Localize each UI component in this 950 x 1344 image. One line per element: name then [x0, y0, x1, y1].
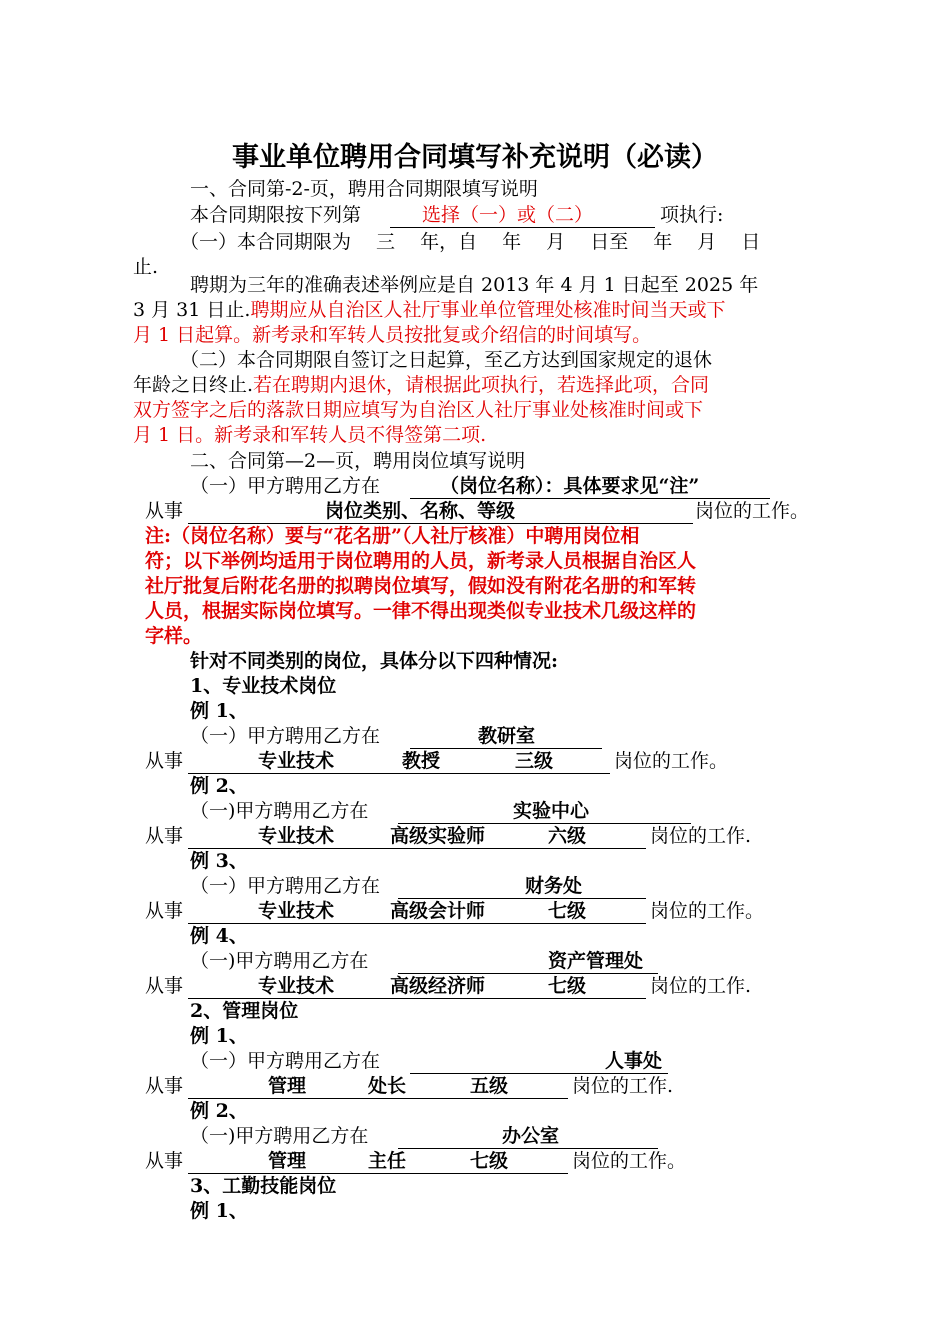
example-from-label: 从事: [145, 900, 184, 922]
term-select-label: 本合同期限按下列第: [190, 204, 362, 226]
dept-value: 人事处: [605, 1050, 663, 1072]
post-level-value: 七级: [548, 900, 587, 922]
post-level-value: 七级: [548, 975, 587, 997]
example-from-label: 从事: [145, 1150, 184, 1172]
post-line1-label: （一）甲方聘用乙方在: [190, 475, 381, 497]
term-select-suffix: 项执行:: [660, 204, 724, 226]
post-title-value: 高级实验师: [390, 825, 486, 847]
post-type-value: 管理: [268, 1150, 307, 1172]
example-label: 例 2、: [190, 775, 248, 797]
dept-value: 教研室: [478, 725, 536, 747]
post-title-value: 主任: [368, 1150, 407, 1172]
example-text-2: 3 月 31 日止.聘期应从自治区人社厅事业单位管理处核准时间当天或下: [133, 299, 726, 321]
term-select-choice: 选择（一）或（二）: [422, 204, 594, 226]
post-level-value: 六级: [548, 825, 587, 847]
example-from-label: 从事: [145, 750, 184, 772]
post-type-value: 专业技术: [258, 825, 335, 847]
post-title-value: 高级经济师: [390, 975, 486, 997]
example-employ-label: （一)甲方聘用乙方在: [190, 950, 369, 972]
note-line5: 字样。: [145, 625, 203, 647]
example-employ-label: （一）甲方聘用乙方在: [190, 875, 381, 897]
example-employ-label: （一)甲方聘用乙方在: [190, 800, 369, 822]
example-suffix: 岗位的工作。: [614, 750, 729, 772]
example-label: 例 1、: [190, 1025, 248, 1047]
option1-text-end: 止.: [133, 256, 159, 278]
post-type-value: 管理: [268, 1075, 307, 1097]
option2-text: （二）本合同期限自签订之日起算，至乙方达到国家规定的退休: [180, 349, 713, 371]
example-label: 例 2、: [190, 1100, 248, 1122]
example-label: 例 4、: [190, 925, 248, 947]
example-from-label: 从事: [145, 975, 184, 997]
example-note-red: 月 1 日起算。新考录和军转人员按批复或介绍信的时间填写。: [133, 324, 652, 346]
example-from-label: 从事: [145, 1075, 184, 1097]
example-label: 例 1、: [190, 1200, 248, 1222]
example-employ-label: （一）甲方聘用乙方在: [190, 725, 381, 747]
option2-note-red-2: 月 1 日。新考录和军转人员不得签第二项.: [133, 424, 487, 446]
post-type-value: 专业技术: [258, 900, 335, 922]
post-title-value: 教授: [402, 750, 441, 772]
post-type-value: 专业技术: [258, 750, 335, 772]
example-suffix: 岗位的工作。: [650, 900, 765, 922]
example-text: 聘期为三年的准确表述举例应是自 2013 年 4 月 1 日起至 2025 年: [190, 274, 759, 296]
post-line1-value: （岗位名称）：具体要求见“注”: [440, 475, 700, 497]
dept-underline: [398, 874, 646, 899]
option2-note-red: 双方签字之后的落款日期应填写为自治区人社厅事业处核准时间或下: [133, 399, 704, 421]
category-heading: 2、管理岗位: [190, 1000, 299, 1022]
post-title-value: 处长: [368, 1075, 407, 1097]
dept-value: 资产管理处: [548, 950, 644, 972]
example-label: 例 3、: [190, 850, 248, 872]
example-suffix: 岗位的工作.: [572, 1075, 674, 1097]
page-title: 事业单位聘用合同填写补充说明（必读）: [232, 142, 718, 173]
category-heading: 1、专业技术岗位: [190, 675, 337, 697]
post-line2-suffix: 岗位的工作。: [695, 500, 810, 522]
post-level-value: 三级: [515, 750, 554, 772]
section1-heading: 一、合同第-2-页，聘用合同期限填写说明: [190, 178, 538, 200]
example-label: 例 1、: [190, 700, 248, 722]
note-line4: 人员，根据实际岗位填写。一律不得出现类似专业技术几级这样的: [145, 600, 697, 622]
example-suffix: 岗位的工作。: [572, 1150, 687, 1172]
dept-value: 实验中心: [513, 800, 590, 822]
post-level-value: 五级: [470, 1075, 509, 1097]
example-from-label: 从事: [145, 825, 184, 847]
example-employ-label: （一)甲方聘用乙方在: [190, 1125, 369, 1147]
note-line1: 注:（岗位名称）要与“花名册”（人社厅核准）中聘用岗位相: [145, 525, 640, 547]
post-type-value: 专业技术: [258, 975, 335, 997]
category-heading: 3、工勤技能岗位: [190, 1175, 337, 1197]
example-suffix: 岗位的工作.: [650, 825, 752, 847]
post-title-value: 高级会计师: [390, 900, 486, 922]
example-suffix: 岗位的工作.: [650, 975, 752, 997]
post-line2-value: 岗位类别、名称、等级: [325, 500, 516, 522]
post-level-value: 七级: [470, 1150, 509, 1172]
cases-intro: 针对不同类别的岗位，具体分以下四种情况:: [190, 650, 559, 672]
dept-value: 办公室: [502, 1125, 560, 1147]
option1-text: （一）本合同期限为 三 年，自 年 月 日至 年 月 日: [180, 231, 761, 253]
section2-heading: 二、合同第—2—页，聘用岗位填写说明: [190, 450, 526, 472]
post-line2-label: 从事: [145, 500, 184, 522]
dept-value: 财务处: [525, 875, 583, 897]
note-line2: 符；以下举例均适用于岗位聘用的人员，新考录人员根据自治区人: [145, 550, 697, 572]
example-employ-label: （一）甲方聘用乙方在: [190, 1050, 381, 1072]
option2-text-2: 年龄之日终止.若在聘期内退休，请根据此项执行，若选择此项，合同: [133, 374, 710, 396]
note-line3: 社厅批复后附花名册的拟聘岗位填写，假如没有附花名册的和军转: [145, 575, 697, 597]
